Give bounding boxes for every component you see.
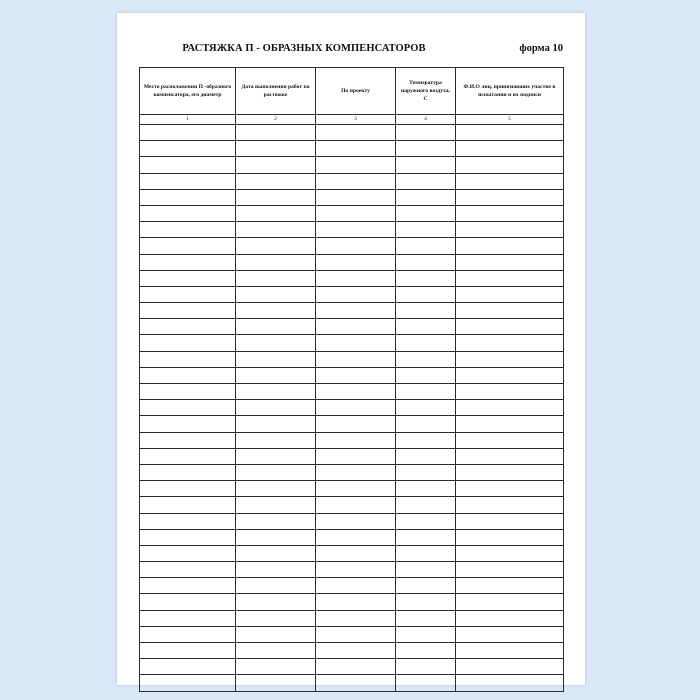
table-cell[interactable] <box>396 384 456 400</box>
table-cell[interactable] <box>456 141 564 157</box>
document-header <box>139 43 563 61</box>
table-cell[interactable] <box>140 464 236 480</box>
table-cell[interactable] <box>140 481 236 497</box>
table-row[interactable] <box>140 562 564 578</box>
table-cell[interactable] <box>236 238 316 254</box>
table-cell[interactable] <box>140 319 236 335</box>
table-cell[interactable] <box>396 400 456 416</box>
table-cell[interactable] <box>316 254 396 270</box>
table-cell[interactable] <box>316 529 396 545</box>
table-cell[interactable] <box>396 303 456 319</box>
table-cell[interactable] <box>316 400 396 416</box>
table-cell[interactable] <box>396 659 456 675</box>
table-cell[interactable] <box>236 578 316 594</box>
table-row[interactable] <box>140 189 564 205</box>
table-cell[interactable] <box>140 173 236 189</box>
table-cell[interactable] <box>140 303 236 319</box>
table-cell[interactable] <box>140 675 236 691</box>
table-cell[interactable] <box>140 578 236 594</box>
table-cell[interactable] <box>140 545 236 561</box>
table-cell[interactable] <box>456 529 564 545</box>
table-row[interactable] <box>140 610 564 626</box>
table-cell[interactable] <box>140 497 236 513</box>
table-cell[interactable] <box>456 675 564 691</box>
table-cell[interactable] <box>316 497 396 513</box>
table-cell[interactable] <box>140 351 236 367</box>
table-cell[interactable] <box>236 562 316 578</box>
table-cell[interactable] <box>236 432 316 448</box>
table-cell[interactable] <box>140 594 236 610</box>
table-cell[interactable] <box>456 270 564 286</box>
table-row[interactable] <box>140 594 564 610</box>
table-row[interactable] <box>140 303 564 319</box>
table-cell[interactable] <box>456 659 564 675</box>
table-row[interactable] <box>140 335 564 351</box>
column-header-participants: Ф.И.О лиц, принимавших участие в испытании и их подписи <box>456 68 564 115</box>
table-cell[interactable] <box>316 594 396 610</box>
table-cell[interactable] <box>316 675 396 691</box>
table-cell[interactable] <box>236 189 316 205</box>
table-cell[interactable] <box>236 205 316 221</box>
table-cell[interactable] <box>140 659 236 675</box>
table-cell[interactable] <box>236 545 316 561</box>
table-cell[interactable] <box>236 400 316 416</box>
table-cell[interactable] <box>396 626 456 642</box>
table-cell[interactable] <box>316 286 396 302</box>
column-header-date: Дата выполнения работ по растяжке <box>236 68 316 115</box>
table-cell[interactable] <box>456 286 564 302</box>
table-row[interactable] <box>140 351 564 367</box>
table-cell[interactable] <box>316 384 396 400</box>
table-cell[interactable] <box>236 464 316 480</box>
table-cell[interactable] <box>140 610 236 626</box>
table-cell[interactable] <box>396 643 456 659</box>
table-row[interactable] <box>140 173 564 189</box>
column-header-project: По проекту <box>316 68 396 115</box>
table-cell[interactable] <box>396 222 456 238</box>
table-cell[interactable] <box>396 432 456 448</box>
table-cell[interactable] <box>396 416 456 432</box>
table-cell[interactable] <box>396 157 456 173</box>
table-cell[interactable] <box>396 367 456 383</box>
table-cell[interactable] <box>316 238 396 254</box>
table-cell[interactable] <box>140 270 236 286</box>
registration-table <box>139 67 564 692</box>
table-cell[interactable] <box>396 513 456 529</box>
table-cell[interactable] <box>396 125 456 141</box>
table-cell[interactable] <box>316 659 396 675</box>
table-row[interactable] <box>140 513 564 529</box>
table-cell[interactable] <box>316 303 396 319</box>
table-cell[interactable] <box>456 545 564 561</box>
table-row[interactable] <box>140 448 564 464</box>
table-cell[interactable] <box>236 675 316 691</box>
table-cell[interactable] <box>236 529 316 545</box>
table-cell[interactable] <box>456 610 564 626</box>
table-cell[interactable] <box>456 205 564 221</box>
table-cell[interactable] <box>456 125 564 141</box>
table-cell[interactable] <box>456 594 564 610</box>
table-cell[interactable] <box>396 351 456 367</box>
table-cell[interactable] <box>456 254 564 270</box>
table-cell[interactable] <box>396 335 456 351</box>
table-row[interactable] <box>140 141 564 157</box>
column-number-2: 2 <box>236 115 316 125</box>
table-cell[interactable] <box>316 205 396 221</box>
table-cell[interactable] <box>140 626 236 642</box>
table-cell[interactable] <box>140 125 236 141</box>
table-cell[interactable] <box>316 319 396 335</box>
table-cell[interactable] <box>316 222 396 238</box>
column-header-location: Место расположении П -образного компенсатора, его диаметр <box>140 68 236 115</box>
table-row[interactable] <box>140 643 564 659</box>
table-cell[interactable] <box>396 545 456 561</box>
table-cell[interactable] <box>396 578 456 594</box>
table-cell[interactable] <box>456 335 564 351</box>
column-number-5: 5 <box>456 115 564 125</box>
document-page <box>117 13 585 685</box>
table-cell[interactable] <box>140 189 236 205</box>
table-cell[interactable] <box>456 578 564 594</box>
table-row[interactable] <box>140 367 564 383</box>
table-cell[interactable] <box>316 432 396 448</box>
table-cell[interactable] <box>140 254 236 270</box>
table-row[interactable] <box>140 545 564 561</box>
form-number-label: форма 10 <box>519 43 563 54</box>
table-cell[interactable] <box>456 319 564 335</box>
table-cell[interactable] <box>140 286 236 302</box>
table-row[interactable] <box>140 254 564 270</box>
table-cell[interactable] <box>140 643 236 659</box>
table-cell[interactable] <box>316 141 396 157</box>
table-cell[interactable] <box>140 222 236 238</box>
table-row[interactable] <box>140 578 564 594</box>
table-cell[interactable] <box>236 222 316 238</box>
table-cell[interactable] <box>396 529 456 545</box>
table-cell[interactable] <box>316 367 396 383</box>
table-cell[interactable] <box>140 562 236 578</box>
table-cell[interactable] <box>236 659 316 675</box>
table-cell[interactable] <box>140 416 236 432</box>
table-cell[interactable] <box>316 513 396 529</box>
table-cell[interactable] <box>236 513 316 529</box>
table-cell[interactable] <box>236 319 316 335</box>
table-row[interactable] <box>140 205 564 221</box>
table-cell[interactable] <box>456 173 564 189</box>
table-cell[interactable] <box>316 578 396 594</box>
table-cell[interactable] <box>140 384 236 400</box>
table-cell[interactable] <box>396 238 456 254</box>
table-cell[interactable] <box>456 643 564 659</box>
table-cell[interactable] <box>316 173 396 189</box>
table-cell[interactable] <box>456 416 564 432</box>
table-cell[interactable] <box>236 303 316 319</box>
table-cell[interactable] <box>456 626 564 642</box>
table-cell[interactable] <box>456 497 564 513</box>
table-cell[interactable] <box>396 497 456 513</box>
table-cell[interactable] <box>316 157 396 173</box>
table-cell[interactable] <box>236 335 316 351</box>
table-cell[interactable] <box>236 448 316 464</box>
table-cell[interactable] <box>316 448 396 464</box>
table-header <box>140 68 564 125</box>
table-cell[interactable] <box>236 270 316 286</box>
table-cell[interactable] <box>396 610 456 626</box>
table-body <box>140 125 564 692</box>
table-row[interactable] <box>140 319 564 335</box>
table-cell[interactable] <box>316 610 396 626</box>
table-cell[interactable] <box>140 513 236 529</box>
table-row[interactable] <box>140 659 564 675</box>
table-cell[interactable] <box>456 481 564 497</box>
table-cell[interactable] <box>316 125 396 141</box>
table-cell[interactable] <box>140 448 236 464</box>
table-cell[interactable] <box>396 141 456 157</box>
table-cell[interactable] <box>456 157 564 173</box>
table-row[interactable] <box>140 400 564 416</box>
table-cell[interactable] <box>140 367 236 383</box>
table-row[interactable] <box>140 432 564 448</box>
table-row[interactable] <box>140 464 564 480</box>
table-cell[interactable] <box>396 464 456 480</box>
table-cell[interactable] <box>236 626 316 642</box>
table-cell[interactable] <box>316 643 396 659</box>
table-cell[interactable] <box>456 351 564 367</box>
table-cell[interactable] <box>396 448 456 464</box>
table-cell[interactable] <box>396 254 456 270</box>
table-cell[interactable] <box>316 189 396 205</box>
table-cell[interactable] <box>396 270 456 286</box>
table-row[interactable] <box>140 238 564 254</box>
table-cell[interactable] <box>456 303 564 319</box>
table-cell[interactable] <box>236 610 316 626</box>
column-header-temperature: Температура наружного воздуха, С <box>396 68 456 115</box>
table-row[interactable] <box>140 286 564 302</box>
table-row[interactable] <box>140 497 564 513</box>
table-cell[interactable] <box>140 529 236 545</box>
table-row[interactable] <box>140 626 564 642</box>
table-cell[interactable] <box>236 497 316 513</box>
table-cell[interactable] <box>236 367 316 383</box>
table-cell[interactable] <box>316 562 396 578</box>
table-cell[interactable] <box>396 594 456 610</box>
column-number-3: 3 <box>316 115 396 125</box>
table-cell[interactable] <box>456 238 564 254</box>
table-cell[interactable] <box>396 481 456 497</box>
table-cell[interactable] <box>236 481 316 497</box>
table-cell[interactable] <box>316 416 396 432</box>
table-cell[interactable] <box>140 205 236 221</box>
table-cell[interactable] <box>140 157 236 173</box>
table-cell[interactable] <box>396 562 456 578</box>
table-cell[interactable] <box>140 432 236 448</box>
table-cell[interactable] <box>456 448 564 464</box>
table-row[interactable] <box>140 675 564 691</box>
table-row[interactable] <box>140 270 564 286</box>
table-cell[interactable] <box>456 384 564 400</box>
table-cell[interactable] <box>236 141 316 157</box>
table-cell[interactable] <box>236 351 316 367</box>
table-cell[interactable] <box>236 254 316 270</box>
table-cell[interactable] <box>236 173 316 189</box>
page-title: РАСТЯЖКА П - ОБРАЗНЫХ КОМПЕНСАТОРОВ <box>182 43 426 54</box>
table-cell[interactable] <box>396 675 456 691</box>
table-cell[interactable] <box>396 286 456 302</box>
table-cell[interactable] <box>316 270 396 286</box>
table-cell[interactable] <box>456 562 564 578</box>
table-cell[interactable] <box>456 367 564 383</box>
table-cell[interactable] <box>236 384 316 400</box>
table-cell[interactable] <box>316 335 396 351</box>
table-row[interactable] <box>140 481 564 497</box>
table-cell[interactable] <box>396 205 456 221</box>
column-number-row <box>140 115 564 125</box>
table-cell[interactable] <box>236 594 316 610</box>
table-cell[interactable] <box>236 643 316 659</box>
table-cell[interactable] <box>316 481 396 497</box>
table-cell[interactable] <box>236 286 316 302</box>
table-row[interactable] <box>140 384 564 400</box>
table-cell[interactable] <box>456 189 564 205</box>
table-row[interactable] <box>140 416 564 432</box>
header-row <box>140 68 564 115</box>
table-cell[interactable] <box>316 626 396 642</box>
table-row[interactable] <box>140 157 564 173</box>
table-cell[interactable] <box>316 351 396 367</box>
table-cell[interactable] <box>456 513 564 529</box>
table-cell[interactable] <box>316 464 396 480</box>
table-cell[interactable] <box>456 464 564 480</box>
table-cell[interactable] <box>236 125 316 141</box>
table-cell[interactable] <box>456 432 564 448</box>
table-cell[interactable] <box>396 319 456 335</box>
table-cell[interactable] <box>236 416 316 432</box>
column-number-4: 4 <box>396 115 456 125</box>
table-cell[interactable] <box>140 238 236 254</box>
table-row[interactable] <box>140 125 564 141</box>
table-cell[interactable] <box>140 400 236 416</box>
table-row[interactable] <box>140 222 564 238</box>
table-cell[interactable] <box>456 222 564 238</box>
column-number-1: 1 <box>140 115 236 125</box>
table-cell[interactable] <box>316 545 396 561</box>
table-cell[interactable] <box>396 173 456 189</box>
table-cell[interactable] <box>236 157 316 173</box>
table-row[interactable] <box>140 529 564 545</box>
table-cell[interactable] <box>396 189 456 205</box>
table-cell[interactable] <box>456 400 564 416</box>
table-cell[interactable] <box>140 141 236 157</box>
table-cell[interactable] <box>140 335 236 351</box>
